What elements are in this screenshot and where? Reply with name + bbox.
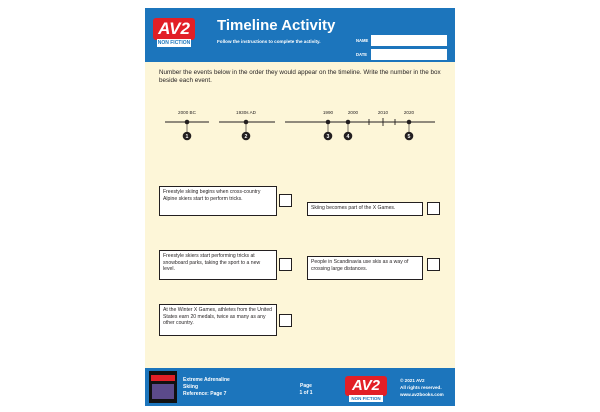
event-card-4: People in Scandinavia use skis as a way of crossing large distances. xyxy=(307,256,423,280)
page-title: Timeline Activity xyxy=(217,17,336,34)
date-field[interactable] xyxy=(371,49,447,60)
timeline-label-1930s: 1930s AD xyxy=(236,110,256,115)
answer-box-2[interactable] xyxy=(427,202,440,215)
logo-text: AV2 xyxy=(153,18,195,40)
event-card-5: At the Winter X Games, athletes from the United States earn 20 medals, twice as many as any other country. xyxy=(159,304,277,336)
rights-text: All rights reserved. xyxy=(400,384,442,390)
timeline-lines xyxy=(165,118,435,126)
event-card-1: Freestyle skiing begins when cross-country Alpine skiers start to perform tricks. xyxy=(159,186,277,216)
av2-logo xyxy=(153,18,195,48)
book-info xyxy=(183,377,230,398)
timeline-label-2000: 2000 xyxy=(347,110,359,115)
instructions: Follow the instructions to complete the activity. xyxy=(217,39,321,44)
event-card-2: Skiing becomes part of the X Games. xyxy=(307,202,423,216)
answer-box-5[interactable] xyxy=(279,314,292,327)
event-card-3: Freestyle skiers start performing tricks at snowboard parks, taking the sport to a new level. xyxy=(159,250,277,280)
book-title: Skiing xyxy=(183,384,199,390)
timeline xyxy=(145,102,455,152)
header-bar xyxy=(145,8,455,62)
page-value: 1 of 1 xyxy=(299,390,313,396)
answer-box-3[interactable] xyxy=(279,258,292,271)
cover-title-band xyxy=(151,375,175,381)
footer-logo-subtext: NON FICTION xyxy=(349,395,383,402)
timeline-label-1990: 1990 xyxy=(322,110,334,115)
date-label: DATE xyxy=(356,52,368,57)
footer-bar xyxy=(145,368,455,406)
timeline-label-2020: 2020 xyxy=(403,110,415,115)
marker-4: 4 xyxy=(346,133,350,140)
copyright-block xyxy=(400,378,444,398)
worksheet xyxy=(145,8,455,406)
timeline-label-2010: 2010 xyxy=(377,110,389,115)
website-link[interactable]: www.av2books.com xyxy=(400,391,444,397)
book-cover-thumbnail xyxy=(149,371,177,403)
page-label: Page xyxy=(300,383,312,389)
footer-av2-logo xyxy=(345,376,387,404)
marker-5: 5 xyxy=(407,133,411,140)
marker-1: 1 xyxy=(185,133,189,140)
footer-logo-text: AV2 xyxy=(345,376,387,396)
logo-subtext: NON FICTION xyxy=(157,40,191,46)
answer-box-1[interactable] xyxy=(279,194,292,207)
timeline-label-2000bc: 2000 BC xyxy=(178,110,196,115)
copyright-text: © 2021 AV2 xyxy=(400,378,425,383)
series-name: Extreme Adrenaline xyxy=(183,377,230,383)
marker-2: 2 xyxy=(244,133,248,140)
activity-prompt: Number the events below in the order they would appear on the timeline. Write the number in the box beside each event. xyxy=(159,69,441,85)
name-label: NAME xyxy=(356,38,369,43)
name-field[interactable] xyxy=(371,35,447,46)
cover-image xyxy=(152,384,174,399)
page-indicator xyxy=(296,383,316,397)
reference-page: Reference: Page 7 xyxy=(183,391,227,397)
marker-3: 3 xyxy=(326,133,330,140)
answer-box-4[interactable] xyxy=(427,258,440,271)
